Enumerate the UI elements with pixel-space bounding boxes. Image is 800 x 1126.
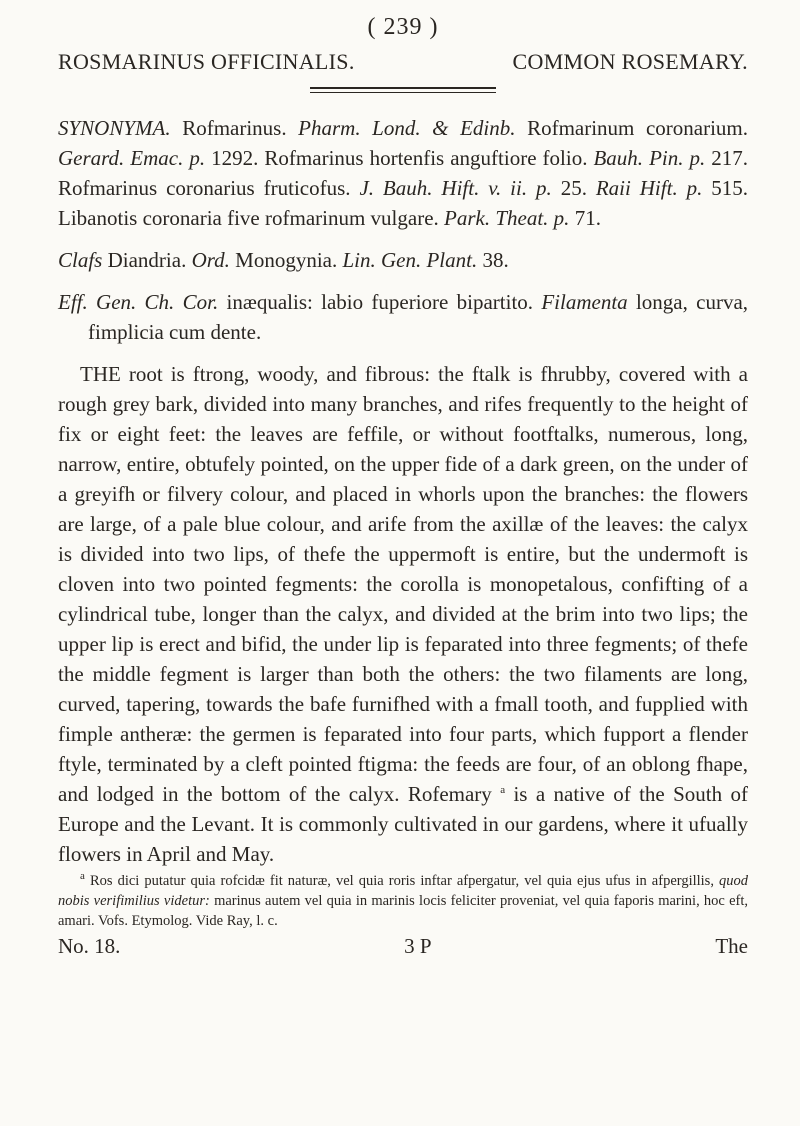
eff-label: Eff. Gen. Ch. Cor.	[58, 290, 219, 314]
issue-number: No. 18.	[58, 934, 121, 958]
title-row	[58, 49, 748, 75]
text-block	[58, 113, 748, 961]
title-rule	[310, 87, 496, 93]
latin-title: ROSMARINUS OFFICINALIS.	[58, 49, 355, 74]
clafs-label: Clafs	[58, 248, 103, 272]
catchword: The	[715, 934, 748, 958]
signature-mark: 3 P	[404, 934, 432, 958]
clafs-paragraph: Clafs Diandria. Ord. Monogynia. Lin. Gen. Plant. 38.	[58, 248, 509, 272]
footer-row	[58, 931, 748, 961]
synonyma-label: SYNONYMA.	[58, 116, 171, 140]
page-number: ( 239 )	[367, 14, 439, 40]
page	[58, 14, 748, 961]
footnote-marker: a	[80, 870, 85, 883]
footnote-reference: a	[500, 784, 506, 796]
synonyma-paragraph: SYNONYMA. Rofmarinus. Pharm. Lond. & Edinb. Rofmarinum coronarium. Gerard. Emac. p. 1292. Rofmarinus hortenfis anguftiore folio. Bauh. Pin. p. 217. Rofmarinus coronarius fruticofus. J. Bauh. Hift. v. ii. p. 25. Raii Hift. p. 515. Libanotis coronaria five rofmarinum vulgare. Park. Theat. p. 71.	[58, 116, 749, 230]
description-paragraph: THE root is ftrong, woody, and fibrous: the ftalk is fhrubby, covered with a rough grey bark, divided into many branches, and rifes frequently to the height of fix or eight feet: the leaves are feffile, or without footftalks, numerous, long, narrow, entire, obtufely pointed, on the upper fide of a dark green, on the under of a greyifh or filvery colour, and placed in whorls upon the branches: the flowers are large, of a pale blue colour, and arife from the axillæ of the leaves: the calyx is divided into two lips, of thefe the uppermoft is entire, but the undermoft is cloven into two pointed fegments: the corolla is monopetalous, confifting of a cylindrical tube, longer than the calyx, and divided at the brim into two lips; the upper lip is erect and bifid, the under lip is feparated into three fegments; of thefe the middle fegment is larger than both the others: the two filaments are long, curved, tapering, towards the bafe furnifhed with a fmall tooth, and fupplied with fimple antheræ: the germen is feparated into four parts, which fupport a flender ftyle, terminated by a cleft pointed ftigma: the feeds are four, of an oblong fhape, and lodged in the bottom of the calyx. Rofemary $^a$ is a native of the South of Europe and the Levant. It is commonly cultivated in our gardens, where it ufually flowers in April and May.	[58, 362, 748, 866]
english-title: COMMON ROSEMARY.	[512, 49, 748, 74]
essential-character: Eff. Gen. Ch. Cor. inæqualis: labio fuperiore bipartito. Filamenta longa, curva, fimplicia cum dente.	[58, 290, 749, 344]
footnote: $^a$ Ros dici putatur quia rofcidæ fit naturæ, vel quia roris inftar afpergatur, vel quia ejus ufus in afpergillis, quod nobis verifimilius videtur: marinus autem vel quia in marinis locis feliciter proveniat, vel quia faporis marini, hoc eft, amari. Vofs. Etymolog. Vide Ray, l. c.	[58, 870, 749, 929]
